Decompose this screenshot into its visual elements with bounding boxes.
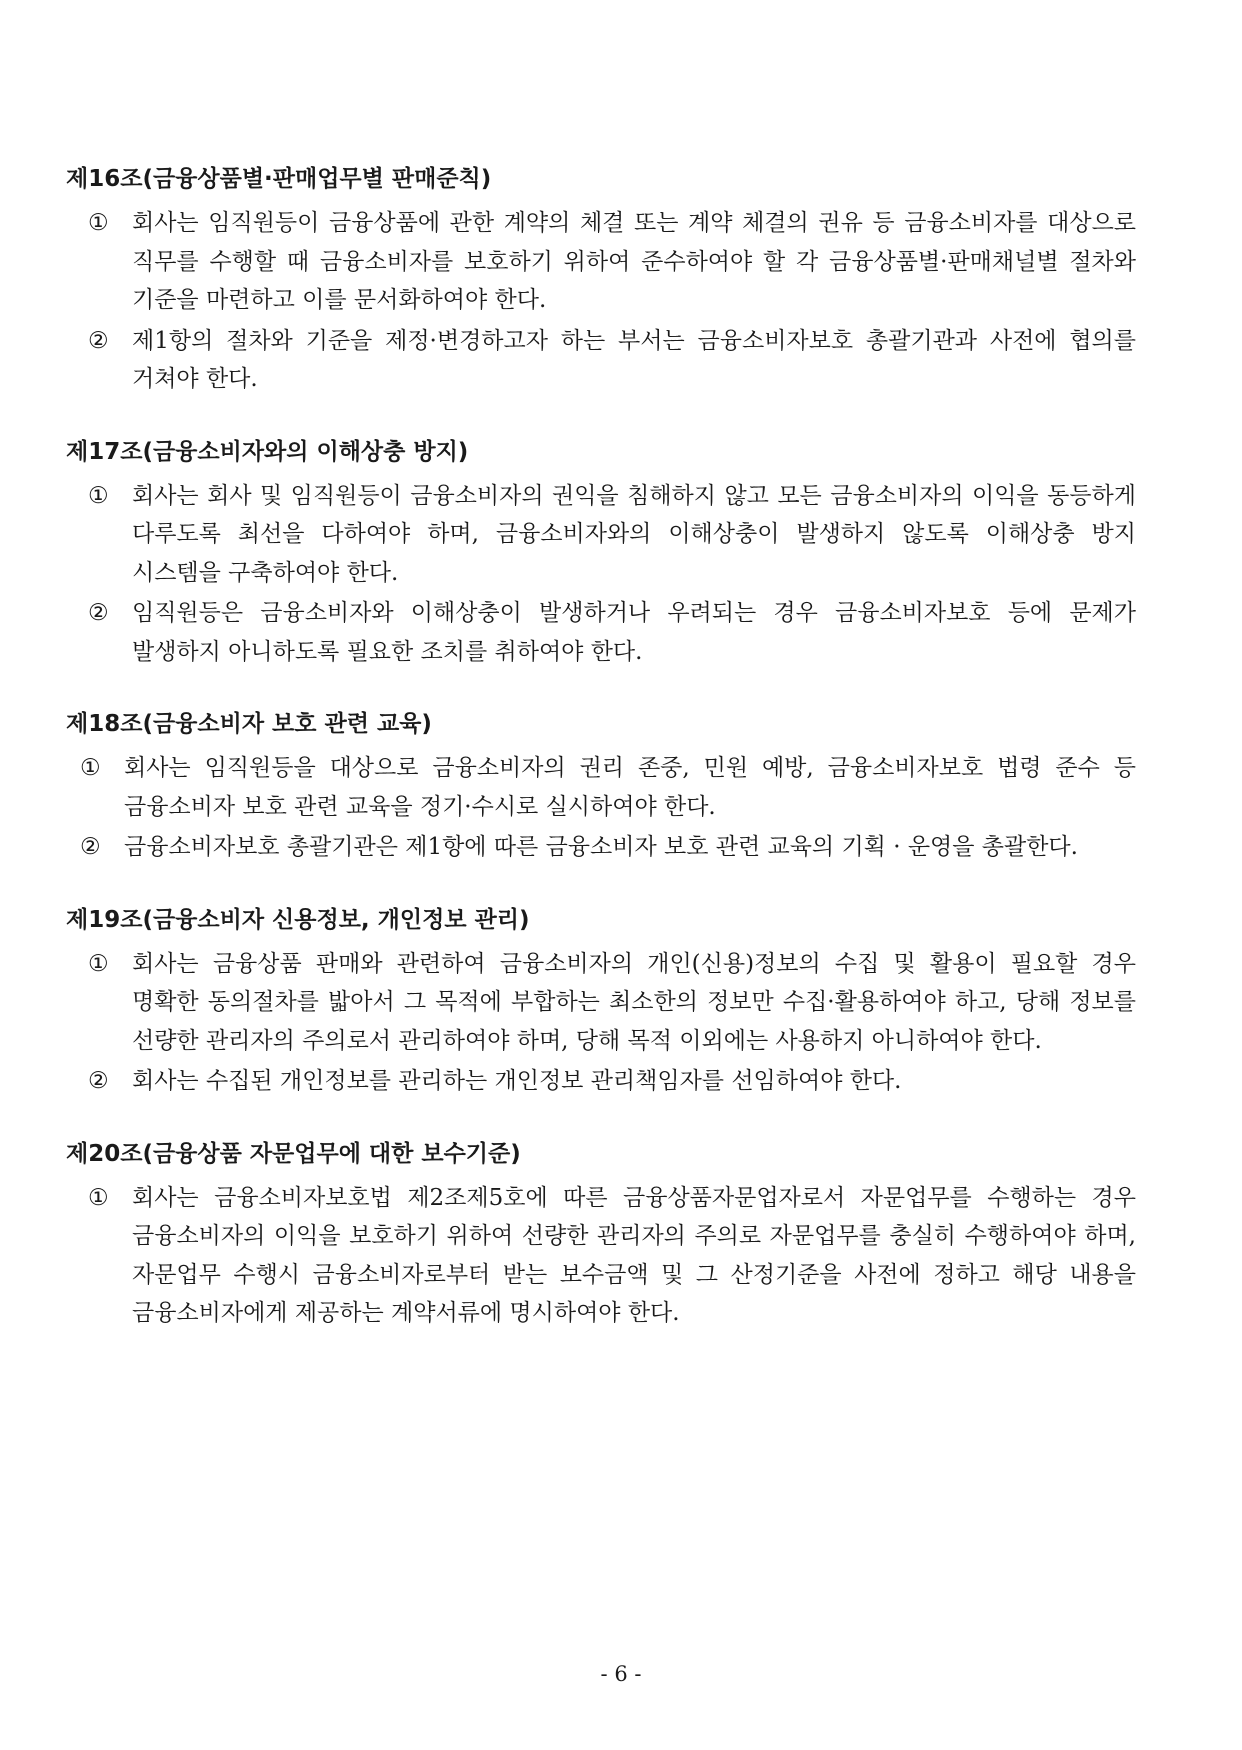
clause-text: 회사는 임직원등이 금융상품에 관한 계약의 체결 또는 계약 체결의 권유 등 금융소비자를 대상으로 직무를 수행할 때 금융소비자를 보호하기 위하여 준수하여야 할 각 금융상품별·판매채널별 절차와 기준을 마련하고 이를 문서화하여야 한다. [132,210,1136,313]
clause-2 [88,1062,1136,1101]
clause-1 [88,945,1136,1061]
clause-1 [88,204,1136,320]
clause-text: 회사는 금융소비자보호법 제2조제5호에 따른 금융상품자문업자로서 자문업무를 수행하는 경우 금융소비자의 이익을 보호하기 위하여 선량한 관리자의 주의로 자문업무를 충실히 수행하여야 하며, 자문업무 수행시 금융소비자로부터 받는 보수금액 및 그 산정기준을 사전에 정하고 해당 내용을 금융소비자에게 제공하는 계약서류에 명시하여야 한다. [132,1184,1136,1326]
article-19 [66,903,1136,1101]
article-18 [66,707,1136,867]
article-17 [66,435,1136,672]
article-title: 제17조(금융소비자와의 이해상충 방지) [66,438,469,465]
article-title: 제18조(금융소비자 보호 관련 교육) [66,711,432,737]
article-16 [66,162,1136,399]
article-title: 제20조(금융상품 자문업무에 대한 보수기준) [66,1140,521,1167]
article-title: 제16조(금융상품별·판매업무별 판매준칙) [66,166,492,192]
clause-text: 회사는 회사 및 임직원등이 금융소비자의 권익을 침해하지 않고 모든 금융소비자의 이익을 동등하게 다루도록 최선을 다하여야 하며, 금융소비자와의 이해상충이 발생하지 않도록 이해상충 방지 시스템을 구축하여야 한다. [132,482,1136,586]
article-title: 제19조(금융소비자 신용정보, 개인정보 관리) [66,906,530,933]
clause-number: ① [88,950,109,977]
clause-number: ② [88,600,109,626]
clause-number: ② [80,834,101,860]
clause-number: ① [88,1184,109,1211]
page-number: - 6 - [600,1662,642,1686]
clause-number: ② [88,327,109,354]
clause-2 [88,594,1136,671]
clause-text: 임직원등은 금융소비자와 이해상충이 발생하거나 우려되는 경우 금융소비자보호 등에 문제가 발생하지 아니하도록 필요한 조치를 취하여야 한다. [132,600,1136,665]
clause-text: 금융소비자보호 총괄기관은 제1항에 따른 금융소비자 보호 관련 교육의 기획 · 운영을 총괄한다. [124,834,1078,860]
clause-1 [88,477,1136,593]
clause-1 [80,749,1136,826]
clause-number: ① [88,482,109,509]
document-body [66,162,1136,1369]
article-20 [66,1137,1136,1333]
clause-2 [80,828,1136,867]
clause-1 [88,1179,1136,1333]
clause-number: ① [88,210,109,236]
clause-text: 회사는 금융상품 판매와 관련하여 금융소비자의 개인(신용)정보의 수집 및 활용이 필요할 경우 명확한 동의절차를 밟아서 그 목적에 부합하는 최소한의 정보만 수집·활용하여야 하고, 당해 정보를 선량한 관리자의 주의로서 관리하여야 하며, 당해 목적 이외에는 사용하지 아니하여야 한다. [132,950,1136,1054]
clause-number: ① [80,755,101,781]
clause-text: 제1항의 절차와 기준을 제정·변경하고자 하는 부서는 금융소비자보호 총괄기관과 사전에 협의를 거쳐야 한다. [132,327,1136,392]
clause-number: ② [88,1068,109,1094]
clause-2 [88,322,1136,399]
clause-text: 회사는 수집된 개인정보를 관리하는 개인정보 관리책임자를 선임하여야 한다. [132,1068,902,1094]
clause-text: 회사는 임직원등을 대상으로 금융소비자의 권리 존중, 민원 예방, 금융소비자보호 법령 준수 등 금융소비자 보호 관련 교육을 정기·수시로 실시하여야 한다. [124,755,1136,820]
